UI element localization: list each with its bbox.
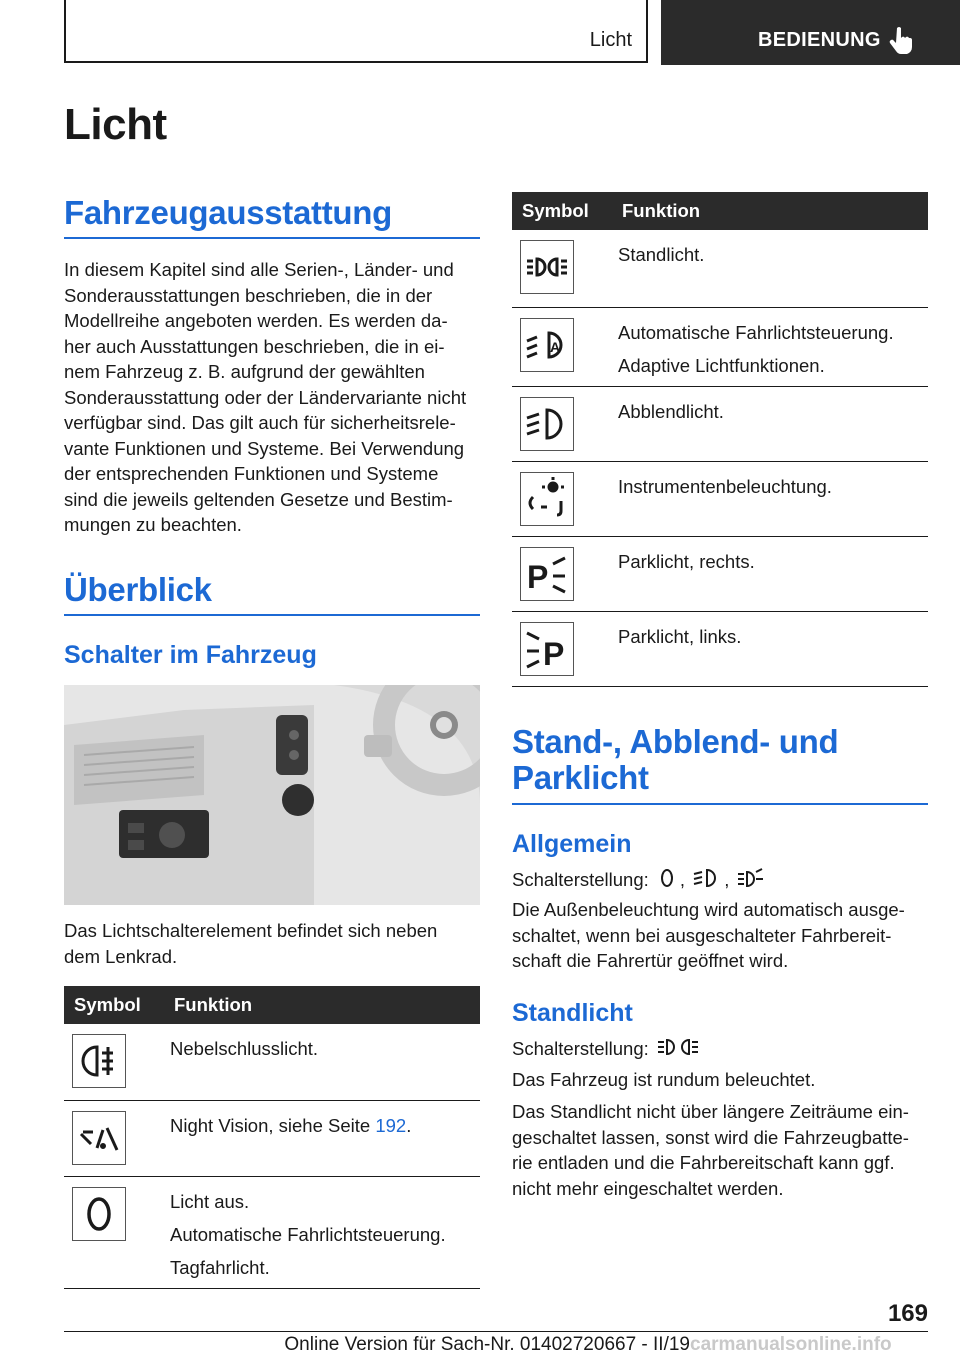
col-function: Funktion [612, 192, 928, 230]
col-function: Funktion [164, 986, 480, 1024]
table-row [64, 1176, 480, 1288]
cockpit-photo [64, 685, 480, 905]
function-text: Abblendlicht. [618, 400, 724, 422]
subheading-standlicht: Standlicht [512, 999, 633, 1027]
fahrzeugausstattung-text: In diesem Kapitel sind alle Serien-, Länder- und Sonderausstattungen beschrieben, die in der Modellreihe angeboten werden. Es werden da- her auch Ausstattungen beschrieben, die in ei- nem Fahrzeug z. B. aufgrund der gewählten Sonderausstattung oder der Ländervariante nicht verfügbar sind. Das gilt auch für sicherheitsrele- vante Funktionen und Systeme. Bei Verwendung der entsprechenden Funktionen und Systeme sind die jeweils geltenden Gesetze und Bestim- mungen zu beachten. [64, 259, 467, 535]
table-row [512, 461, 928, 536]
function-text: Licht aus. [170, 1190, 250, 1212]
allgemein-switch-positions: Schalterstellung: , , [512, 866, 932, 897]
function-text: Adaptive Lichtfunktionen. [618, 354, 825, 376]
section-heading-ueberblick: Überblick [64, 572, 480, 616]
parking-lights-icon [736, 866, 766, 897]
page-number: 169 [887, 1300, 928, 1327]
parking-lights-icon [656, 1035, 700, 1066]
svg-text:P: P [527, 558, 549, 595]
page-title: Licht [64, 100, 167, 149]
photo-caption: Das Lichtschalterelement befindet sich neben dem Lenkrad. [64, 920, 438, 967]
footer-divider [64, 1331, 928, 1332]
light-off-icon [72, 1187, 126, 1241]
table-row [64, 1100, 480, 1176]
night-vision-icon [72, 1111, 126, 1165]
function-text: Instrumentenbeleuchtung. [618, 475, 832, 497]
function-text: Nebelschlusslicht. [170, 1038, 319, 1059]
rear-fog-light-icon [72, 1034, 126, 1088]
svg-text:A: A [550, 338, 561, 355]
table-header-row [64, 986, 480, 1024]
standlicht-text-2: Das Standlicht nicht über längere Zeiträume ein- geschaltet lassen, sonst wird die Fahrzeugbatte- rie entladen und die Fahrbereitschaft kann ggf. nicht mehr eingeschaltet werden. [512, 1101, 909, 1199]
table-row [512, 307, 928, 386]
auto-headlight-icon [520, 318, 574, 372]
allgemein-text: Die Außenbeleuchtung wird automatisch ausge- schaltet, wenn bei ausgeschalteter Fahrbereit- schaft die Fahrertür geöffnet wird. [512, 899, 905, 971]
table-row [512, 230, 928, 307]
footer-online-version: Online Version für Sach-Nr. 01402720667 - II/19 [284, 1334, 690, 1355]
low-beam-icon [692, 866, 722, 897]
instrument-lighting-icon [520, 472, 574, 526]
header-chapter-label: BEDIENUNG [758, 29, 881, 51]
parking-lights-icon [520, 240, 574, 294]
symbol-table-right [512, 192, 928, 687]
header-chapter-box [661, 0, 960, 65]
light-off-icon [656, 866, 678, 897]
col-symbol: Symbol [512, 192, 612, 230]
hand-pointer-icon [889, 26, 913, 56]
function-text: Parklicht, rechts. [618, 550, 755, 572]
steering-column-illustration [64, 685, 480, 905]
svg-text:P: P [543, 635, 565, 672]
watermark: carmanualsonline.info [690, 1334, 892, 1355]
standlicht-text-1: Das Fahrzeug ist rundum beleuchtet. [512, 1069, 816, 1090]
subheading-schalter: Schalter im Fahrzeug [64, 641, 317, 669]
header-section-label: Licht [589, 29, 632, 51]
table-row [64, 1024, 480, 1100]
function-text: Parklicht, links. [618, 625, 742, 647]
function-text: Tagfahrlicht. [170, 1256, 270, 1278]
table-row [512, 386, 928, 461]
col-symbol: Symbol [64, 986, 164, 1024]
table-header-row [512, 192, 928, 230]
low-beam-icon [520, 397, 574, 451]
section-heading-fahrzeugausstattung: Fahrzeugausstattung [64, 195, 480, 239]
table-row [512, 536, 928, 611]
function-text: Standlicht. [618, 244, 705, 265]
symbol-table-left [64, 986, 480, 1289]
standlicht-switch-position: Schalterstellung: [512, 1035, 932, 1066]
subheading-allgemein: Allgemein [512, 830, 632, 858]
table-row [512, 611, 928, 686]
page-link[interactable]: 192 [375, 1114, 407, 1136]
function-text: Night Vision, siehe Seite 192. [170, 1114, 412, 1136]
function-text: Automatische Fahrlichtsteuerung. [618, 321, 894, 343]
parking-light-right-icon [520, 547, 574, 601]
function-text: Automatische Fahrlichtsteuerung. [170, 1223, 446, 1245]
section-heading-stand-abblend-parklicht: Stand-, Abblend- und Parklicht [512, 724, 928, 805]
parking-light-left-icon [520, 622, 574, 676]
header-section-box [64, 0, 648, 63]
